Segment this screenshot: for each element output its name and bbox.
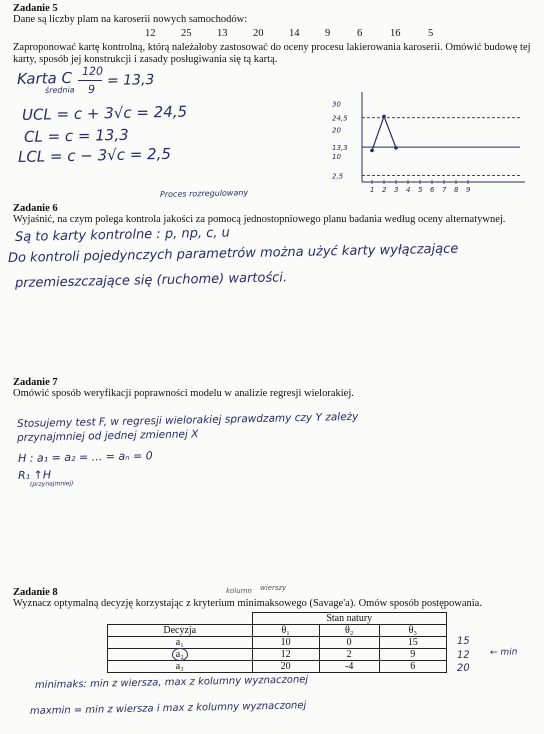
z8-side3: 20 <box>456 662 470 674</box>
cell: 6 <box>379 661 446 673</box>
z8-over1: kolumn <box>226 587 252 595</box>
y-tick-label: 2,5 <box>332 172 344 181</box>
z8-side2: 12 <box>456 649 470 661</box>
y-tick-label: 10 <box>332 152 341 161</box>
z5-intro: Dane są liczby plam na karoserii nowych samochodów: <box>13 14 248 25</box>
z5-hand-karta: Karta C <box>16 68 73 88</box>
z5-hand-lcl: LCL = c − 3√c = 2,5 <box>17 144 172 166</box>
number: 9 <box>325 28 331 39</box>
z5-hand-frac-den: 9 <box>87 82 96 96</box>
table-row <box>108 637 447 649</box>
col-header: θ₃ <box>379 625 446 637</box>
x-tick-label: 5 <box>418 186 423 194</box>
z5-task: Zaproponować kartę kontrolną, którą należałoby zastosować do oceny procesu lakierowania karoserii. Omówić budowę tej karty, sposób jej konstrukcji i zasady posługiwania się tą kartą. <box>13 42 531 65</box>
number: 5 <box>428 28 434 39</box>
z7-heading: Zadanie 7 <box>13 377 58 388</box>
table-empty <box>108 613 253 625</box>
z8-over2: wierszy <box>260 584 287 592</box>
z7-hand4: R₁ ↑H <box>17 468 52 482</box>
number: 16 <box>390 28 401 39</box>
cell: 12 <box>252 649 319 661</box>
cell: 9 <box>379 649 446 661</box>
x-tick-label: 7 <box>442 186 447 194</box>
data-point <box>394 146 398 150</box>
row-label <box>108 649 253 661</box>
z8-heading: Zadanie 8 <box>13 587 58 598</box>
z7-hand4-sub: (przynajmniej) <box>29 480 74 488</box>
col-header: θ₂ <box>319 625 379 637</box>
stan-natury: Stan natury <box>252 613 447 625</box>
z8-hand2: maxmin = min z wiersza i max z kolumny wyznaczonej <box>29 700 307 717</box>
z5-hand-ucl: UCL = c + 3√c = 24,5 <box>21 102 188 124</box>
number: 6 <box>357 28 363 39</box>
table-row <box>108 649 447 661</box>
z8-task: Wyznacz optymalną decyzję korzystając z kryterium minimaksowego (Savage'a). Omów sposób postępowania. <box>13 598 482 609</box>
x-tick-label: 6 <box>430 186 435 194</box>
data-line <box>372 116 396 150</box>
number: 12 <box>145 28 156 39</box>
z8-side1: 15 <box>456 635 470 647</box>
number: 14 <box>289 28 300 39</box>
circled-label: a₂ <box>172 648 188 661</box>
cell: 0 <box>319 637 379 649</box>
y-tick-label: 13,3 <box>332 144 348 153</box>
z5-hand-eq1: = 13,3 <box>106 72 155 89</box>
z5-hand-srednia: średnia <box>44 85 75 95</box>
cell: 2 <box>319 649 379 661</box>
cell: 15 <box>379 637 446 649</box>
control-chart-sketch <box>330 90 530 200</box>
x-tick-label: 4 <box>406 186 411 194</box>
z7-task: Omówić sposób weryfikacji poprawności modelu w analizie regresji wielorakiej. <box>13 388 354 399</box>
table-row <box>108 661 447 673</box>
z6-hand3: przemieszczające się (ruchome) wartości. <box>14 270 288 291</box>
row-label: a₁ <box>108 637 253 649</box>
data-point <box>382 115 386 119</box>
x-tick-label: 8 <box>454 186 459 194</box>
fraction-bar <box>78 80 102 81</box>
z7-hand1: Stosujemy test F, w regresji wielorakiej sprawdzamy czy Y zależy <box>16 410 359 430</box>
y-tick-label: 24,5 <box>332 114 348 123</box>
z5-heading: Zadanie 5 <box>13 3 58 14</box>
data-point <box>370 149 374 153</box>
cell: -4 <box>319 661 379 673</box>
number: 13 <box>217 28 228 39</box>
decyzja-header: Decyzja <box>108 625 253 637</box>
z5-note: Proces rozregulowany <box>159 188 249 199</box>
cell: 20 <box>252 661 319 673</box>
z6-hand1: Są to karty kontrolne : p, np, c, u <box>14 225 230 245</box>
y-tick-label: 20 <box>332 126 341 135</box>
z5-hand-cl: CL = c = 13,3 <box>23 125 129 146</box>
x-tick-label: 9 <box>466 186 471 194</box>
number: 25 <box>181 28 192 39</box>
col-header: θ₁ <box>252 625 319 637</box>
z7-hand3: H : a₁ = a₂ = ... = aₙ = 0 <box>17 449 153 465</box>
z6-heading: Zadanie 6 <box>13 203 58 214</box>
number: 20 <box>253 28 264 39</box>
cell: 10 <box>252 637 319 649</box>
row-label: a₃ <box>108 661 253 673</box>
z6-task: Wyjaśnić, na czym polega kontrola jakości za pomocą jednostopniowego planu badania według oceny alternatywnej. <box>13 214 506 225</box>
z8-hand1: minimaks: min z wiersza, max z kolumny wyznaczonej <box>34 674 309 691</box>
x-tick-label: 3 <box>394 186 399 194</box>
z6-hand2: Do kontroli pojedynczych parametrów można użyć karty wyłączające <box>7 241 459 266</box>
z5-hand-frac-num: 120 <box>81 64 104 78</box>
z8-side-min: ← min <box>489 647 518 658</box>
savage-table <box>107 612 447 673</box>
x-tick-label: 1 <box>370 186 375 194</box>
z7-hand2: przynajmniej od jednej zmiennej X <box>16 428 199 444</box>
y-tick-label: 30 <box>332 100 341 109</box>
x-tick-label: 2 <box>382 186 387 194</box>
